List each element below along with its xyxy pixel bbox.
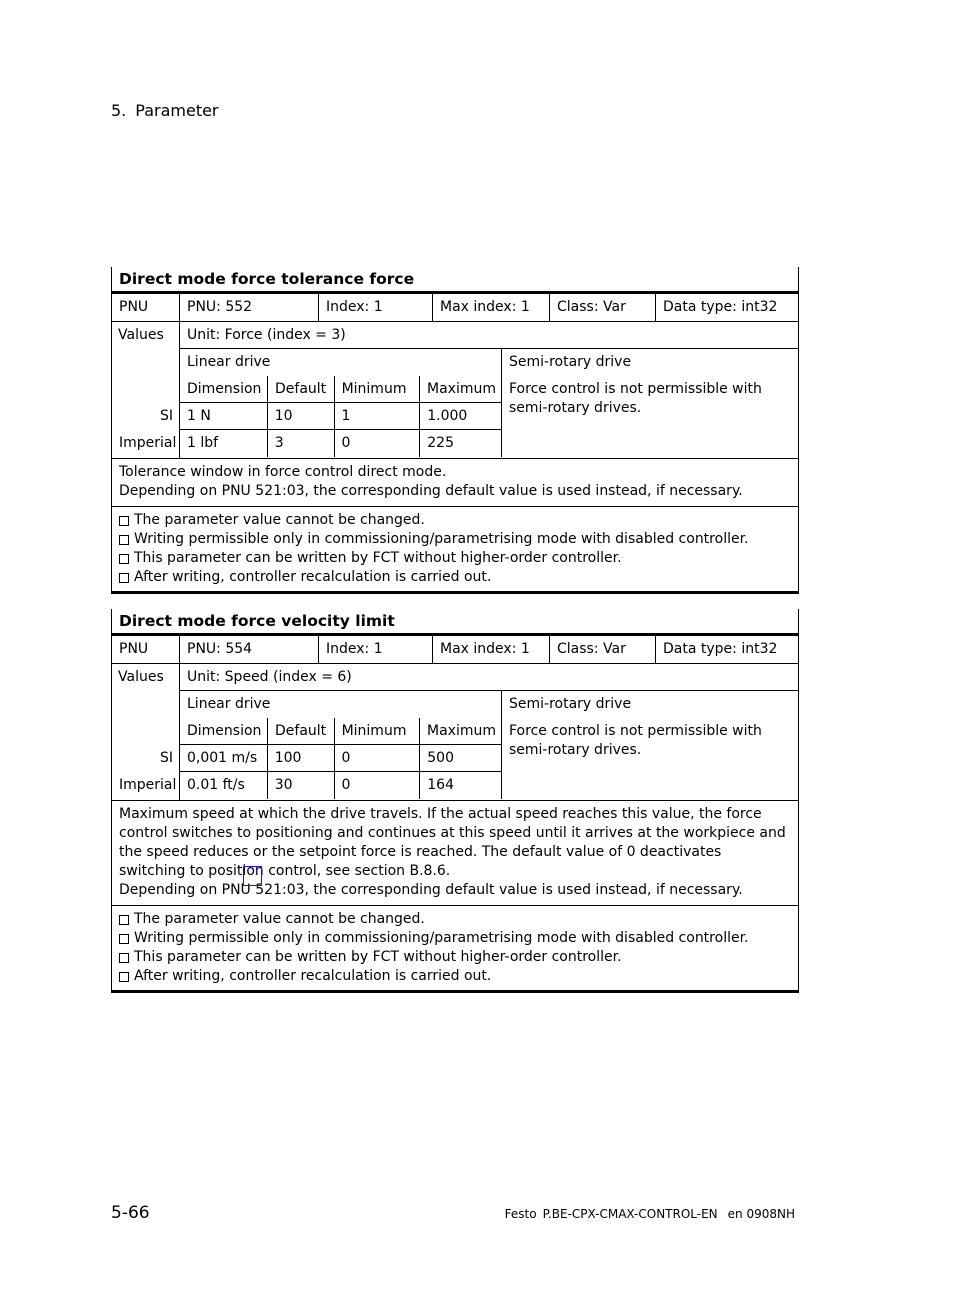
footer-doc-info <box>499 1207 795 1221</box>
flag-item <box>119 910 791 929</box>
imperial-label: Imperial <box>119 435 177 451</box>
col-dimension: Dimension <box>180 718 268 744</box>
unit-text: Unit: Force (index = 3) <box>180 322 798 349</box>
col-minimum: Minimum <box>335 718 420 744</box>
si-maximum: 500 <box>427 750 454 766</box>
data-type-value: Data type: int32 <box>663 641 778 657</box>
imperial-label: Imperial <box>119 777 177 793</box>
max-index-value: Max index: 1 <box>433 294 550 321</box>
flag-text: After writing, controller recalculation is carried out. <box>134 569 492 585</box>
col-headers <box>180 718 501 745</box>
flag-text: This parameter can be written by FCT without higher-order controller. <box>134 550 622 566</box>
description <box>111 801 799 906</box>
flag-item <box>119 948 791 967</box>
page-number: 5-66 <box>111 1203 150 1223</box>
checkbox-icon <box>119 915 129 925</box>
class-value: Class: Var <box>550 294 656 321</box>
imperial-row <box>180 430 501 457</box>
values-block <box>111 664 799 801</box>
values-content <box>180 664 798 800</box>
pnu-label: PNU <box>112 294 180 321</box>
flag-list <box>111 906 799 993</box>
pnu-row <box>111 636 799 664</box>
col-headers <box>180 376 501 403</box>
imperial-dimension: 1 lbf <box>180 430 268 457</box>
description-line: Tolerance window in force control direct mode. <box>119 464 447 480</box>
flag-list <box>111 507 799 594</box>
col-dimension: Dimension <box>180 376 268 402</box>
linear-drive-title: Linear drive <box>187 696 271 712</box>
semi-rotary-title: Semi-rotary drive <box>509 696 632 712</box>
si-maximum: 1.000 <box>427 408 468 424</box>
checkbox-icon <box>119 535 129 545</box>
imperial-default: 3 <box>268 430 335 457</box>
imperial-maximum: 225 <box>427 435 454 451</box>
imperial-dimension: 0.01 ft/s <box>180 772 268 799</box>
pnu-value: PNU: 554 <box>180 636 319 663</box>
section-title: Direct mode force tolerance force <box>111 267 799 294</box>
si-minimum: 0 <box>335 745 421 771</box>
flag-item <box>119 530 791 549</box>
flag-text: This parameter can be written by FCT without higher-order controller. <box>134 949 622 965</box>
si-default: 100 <box>268 745 335 771</box>
si-label: SI <box>159 408 173 424</box>
col-maximum: Maximum <box>427 723 496 739</box>
flag-text: The parameter value cannot be changed. <box>134 911 425 927</box>
checkbox-icon <box>119 934 129 944</box>
si-row <box>180 745 501 772</box>
col-default: Default <box>268 376 335 402</box>
unit-text: Unit: Speed (index = 6) <box>180 664 798 691</box>
drive-area <box>180 691 798 799</box>
imperial-row <box>180 772 501 799</box>
data-type-value: Data type: int32 <box>663 299 778 315</box>
linear-drive <box>180 349 502 457</box>
col-maximum: Maximum <box>427 381 496 397</box>
section-link-b86[interactable] <box>243 866 262 886</box>
flag-text: After writing, controller recalculation is carried out. <box>134 968 492 984</box>
si-label: SI <box>159 750 173 766</box>
checkbox-icon <box>119 554 129 564</box>
values-labels <box>112 664 180 800</box>
description <box>111 459 799 507</box>
flag-item <box>119 929 791 948</box>
checkbox-icon <box>119 516 129 526</box>
footer-version: en 0908NH <box>727 1207 795 1221</box>
pnu-label: PNU <box>112 636 180 663</box>
checkbox-icon <box>119 972 129 982</box>
imperial-maximum: 164 <box>427 777 454 793</box>
checkbox-icon <box>119 573 129 583</box>
flag-text: Writing permissible only in commissioning/parametrising mode with disabled controller. <box>134 531 749 547</box>
chapter-number: 5. <box>111 101 127 120</box>
semi-rotary-drive <box>502 691 798 799</box>
linear-drive-title: Linear drive <box>187 354 271 370</box>
values-content <box>180 322 798 458</box>
semi-rotary-drive <box>502 349 798 457</box>
values-labels <box>112 322 180 458</box>
param-table-552 <box>111 267 799 594</box>
values-block <box>111 322 799 459</box>
section-title: Direct mode force velocity limit <box>111 609 799 636</box>
si-minimum: 1 <box>335 403 421 429</box>
pnu-value: PNU: 552 <box>180 294 319 321</box>
values-label: Values <box>118 669 164 685</box>
col-minimum: Minimum <box>335 376 420 402</box>
values-label: Values <box>118 327 164 343</box>
footer-company: Festo <box>504 1207 537 1221</box>
flag-text: The parameter value cannot be changed. <box>134 512 425 528</box>
semi-rotary-text: Force control is not permissible with semi-rotary drives. <box>509 381 762 416</box>
imperial-default: 30 <box>268 772 335 799</box>
param-table-554 <box>111 609 799 993</box>
imperial-minimum: 0 <box>335 430 421 457</box>
semi-rotary-title: Semi-rotary drive <box>509 354 632 370</box>
linear-drive <box>180 691 502 799</box>
description-line: Depending on PNU 521:03, the corresponding default value is used instead, if necessary. <box>119 483 743 499</box>
flag-item <box>119 967 791 986</box>
page-header <box>111 101 219 121</box>
si-dimension: 1 N <box>180 403 268 429</box>
si-default: 10 <box>268 403 335 429</box>
index-value: Index: 1 <box>319 636 433 663</box>
flag-text: Writing permissible only in commissioning/parametrising mode with disabled controller. <box>134 930 749 946</box>
index-value: Index: 1 <box>319 294 433 321</box>
description-line: Depending on PNU 521:03, the corresponding default value is used instead, if necessary. <box>119 882 743 898</box>
pnu-row <box>111 294 799 322</box>
si-row <box>180 403 501 430</box>
footer-doc-id: P.BE-CPX-CMAX-CONTROL-EN <box>542 1207 718 1221</box>
flag-item <box>119 568 791 587</box>
semi-rotary-text: Force control is not permissible with semi-rotary drives. <box>509 723 762 758</box>
class-value: Class: Var <box>550 636 656 663</box>
checkbox-icon <box>119 953 129 963</box>
drive-area <box>180 349 798 457</box>
flag-item <box>119 549 791 568</box>
description-line: Maximum speed at which the drive travels. If the actual speed reaches this value, the force control switches to positioning and continues at this speed until it arrives at the workpiece and the speed reduces or the setpoint force is reached. The default value of 0 deactivates switching to position control, see section B.8.6. <box>119 806 786 879</box>
max-index-value: Max index: 1 <box>433 636 550 663</box>
imperial-minimum: 0 <box>335 772 421 799</box>
si-dimension: 0,001 m/s <box>180 745 268 771</box>
col-default: Default <box>268 718 335 744</box>
chapter-title: Parameter <box>135 101 219 120</box>
flag-item <box>119 511 791 530</box>
